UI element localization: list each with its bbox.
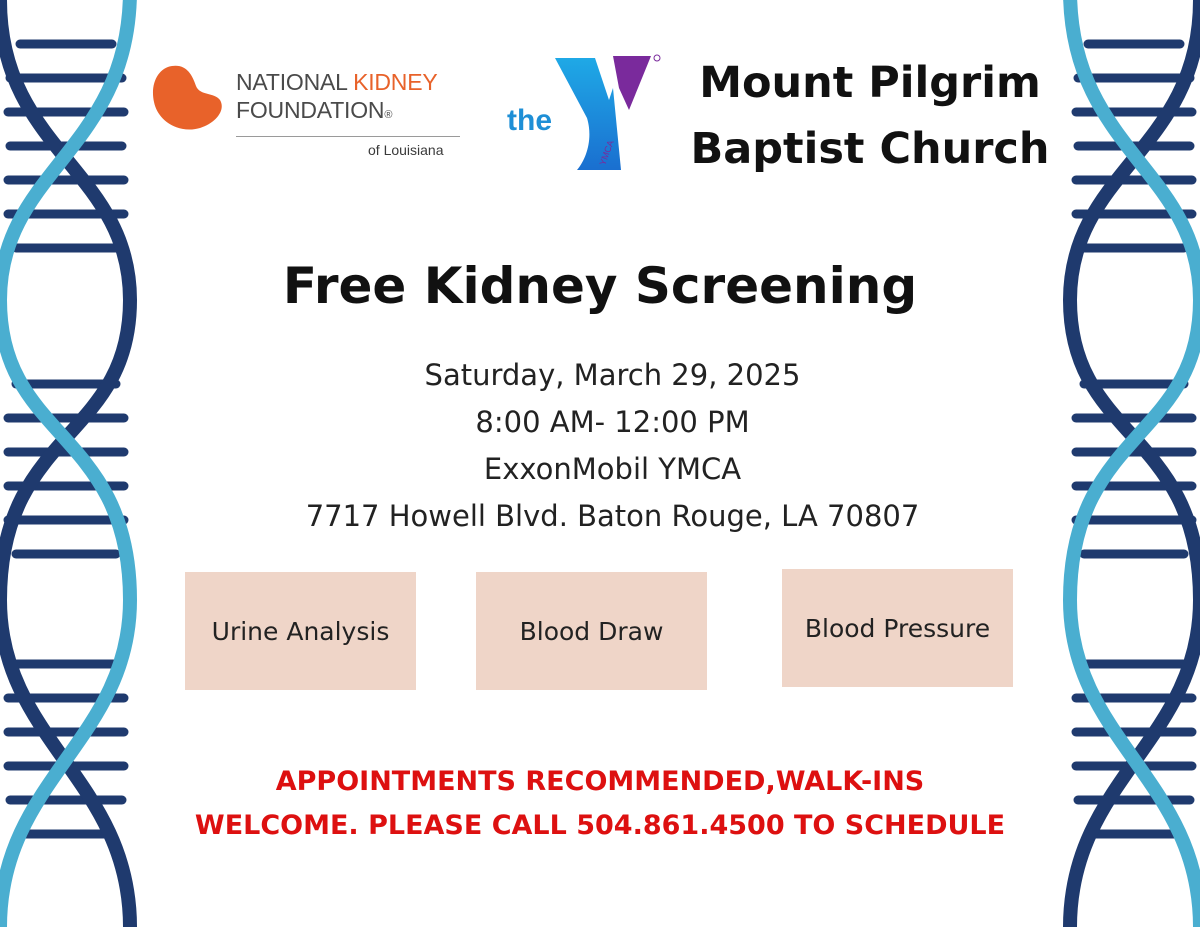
- notice-line2: WELCOME. PLEASE CALL 504.861.4500 TO SCHEDULE: [194, 810, 1006, 841]
- church-name-line1: Mount Pilgrim: [699, 58, 1041, 108]
- appointment-notice: [120, 760, 1080, 848]
- ymca-y-icon: [547, 48, 667, 178]
- nkf-wordmark: [236, 68, 438, 129]
- ymca-logo: [503, 48, 673, 178]
- ymca-small-text: YMCA: [597, 138, 616, 167]
- nkf-kidney-text: KIDNEY: [353, 69, 438, 95]
- ymca-the-text: the: [507, 104, 552, 137]
- event-details: [230, 352, 995, 540]
- event-time: 8:00 AM- 12:00 PM: [475, 405, 750, 439]
- event-title: Free Kidney Screening: [282, 257, 918, 315]
- nkf-logo: [150, 58, 470, 168]
- nkf-divider: [236, 136, 460, 137]
- nkf-foundation-text: FOUNDATION: [236, 97, 385, 123]
- notice-line1: APPOINTMENTS RECOMMENDED,WALK-INS: [275, 766, 925, 797]
- nkf-chapter-text: of Louisiana: [368, 142, 444, 158]
- event-date: Saturday, March 29, 2025: [424, 358, 801, 392]
- service-box-blood-draw: [476, 572, 707, 690]
- nkf-registered-mark: ®: [384, 109, 393, 121]
- kidney-bean-icon: [150, 62, 228, 134]
- event-address: 7717 Howell Blvd. Baton Rouge, LA 70807: [305, 499, 920, 533]
- nkf-national-text: NATIONAL: [236, 69, 354, 95]
- event-venue: ExxonMobil YMCA: [483, 452, 742, 486]
- service-label: Urine Analysis: [211, 616, 390, 646]
- church-name-line2: Baptist Church: [690, 124, 1050, 174]
- dna-helix-left-icon: [0, 0, 140, 927]
- church-name: [660, 50, 1080, 182]
- service-label: Blood Pressure: [804, 613, 991, 643]
- service-box-urine-analysis: [185, 572, 416, 690]
- service-label: Blood Draw: [519, 616, 664, 646]
- dna-helix-right-icon: [1060, 0, 1200, 927]
- service-box-blood-pressure: [782, 569, 1013, 687]
